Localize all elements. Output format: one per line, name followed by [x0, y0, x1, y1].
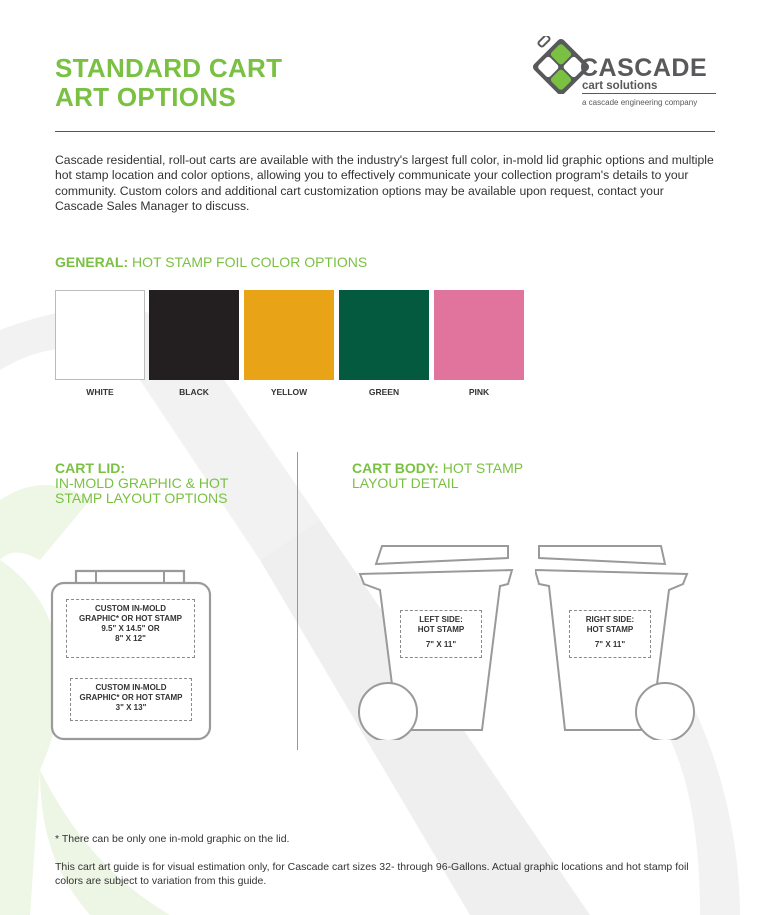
right-side-line2: HOT STAMP [586, 625, 634, 634]
logo-brand: CASCADE [580, 54, 708, 82]
swatch-label-white: WHITE [86, 387, 114, 397]
lid-box2-line3: 3" X 13" [115, 703, 147, 712]
left-side-line2: HOT STAMP [417, 625, 465, 634]
swatch-label-pink: PINK [468, 387, 490, 397]
lid-box1-line2: GRAPHIC* OR HOT STAMP [79, 614, 182, 623]
right-side-line1: RIGHT SIDE: [585, 615, 635, 624]
page-title [55, 54, 282, 112]
left-side-line1: LEFT SIDE: [419, 615, 463, 624]
general-heading-rest: HOT STAMP FOIL COLOR OPTIONS [128, 254, 368, 270]
cart-lid-heading-line3: STAMP LAYOUT OPTIONS [55, 490, 228, 506]
header-divider [55, 131, 715, 132]
general-heading [55, 255, 367, 270]
footnote-disclaimer: This cart art guide is for visual estimation only, for Cascade cart sizes 32- through 96-Gallons. Actual graphic locations and hot stamp foil colors are subject to variation from this guide. [55, 861, 689, 887]
left-side-line3: 7" X 11" [425, 640, 457, 649]
section-divider [297, 452, 298, 750]
cart-body-heading-bold: CART BODY: [352, 460, 439, 476]
title-line-1: STANDARD CART [55, 53, 283, 83]
cart-body-heading [352, 461, 523, 491]
general-heading-bold: GENERAL: [55, 254, 129, 270]
lid-box1-line3: 9.5" X 14.5" OR [101, 624, 160, 633]
logo-tagline: a cascade engineering company [582, 98, 698, 107]
left-side-hot-stamp-area [400, 610, 482, 658]
cart-lid-heading-bold: CART LID: [55, 460, 125, 476]
right-side-line3: 7" X 11" [594, 640, 626, 649]
lid-graphic-area-large [66, 599, 195, 658]
cart-lid-heading [55, 461, 228, 506]
intro-paragraph: Cascade residential, roll-out carts are available with the industry's largest full color, in-mold lid graphic options and multiple hot stamp location and color options, allowing you to effectively communicate your collection program's details to your community. Custom colors and additional cart customization options may be available upon request, contact your Cascade Sales Manager to discuss. [55, 153, 714, 214]
right-side-hot-stamp-area [569, 610, 651, 658]
footnote-inmold: * There can be only one in-mold graphic on the lid. [55, 833, 290, 845]
swatch-label-yellow: YELLOW [270, 387, 308, 397]
cart-body-heading-rest: HOT STAMP [438, 460, 524, 476]
swatch-pink [434, 290, 524, 380]
cascade-logo [532, 36, 718, 112]
lid-graphic-area-strip [70, 678, 192, 721]
swatch-label-green: GREEN [368, 387, 400, 397]
swatch-black [149, 290, 239, 380]
swatch-label-black: BLACK [179, 387, 209, 397]
logo-subtitle: cart solutions [582, 80, 716, 94]
swatch-white [55, 290, 145, 380]
lid-box1-line4: 8" X 12" [115, 634, 146, 643]
lid-box2-line2: GRAPHIC* OR HOT STAMP [79, 693, 183, 702]
cart-body-heading-line2: LAYOUT DETAIL [352, 475, 459, 491]
lid-box2-line1: CUSTOM IN-MOLD [95, 683, 167, 692]
cart-lid-heading-line2: IN-MOLD GRAPHIC & HOT [55, 475, 229, 491]
swatch-green [339, 290, 429, 380]
lid-box1-line1: CUSTOM IN-MOLD [95, 604, 166, 613]
swatch-yellow [244, 290, 334, 380]
title-line-2: ART OPTIONS [55, 82, 236, 112]
